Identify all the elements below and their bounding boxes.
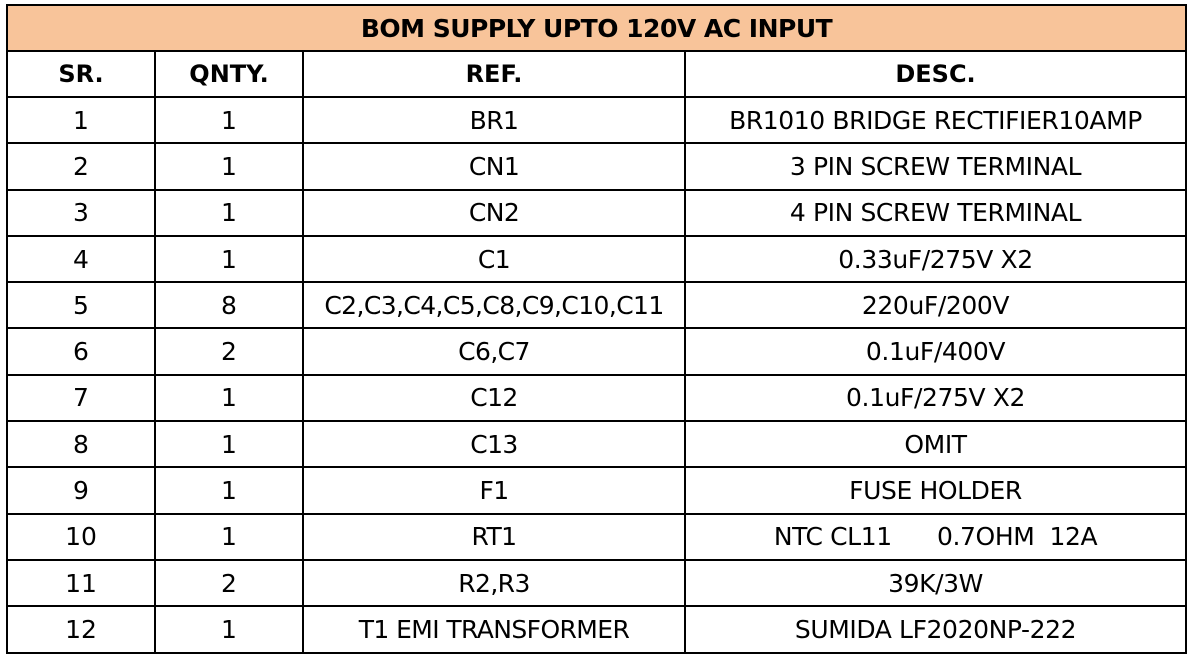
- table-title: BOM SUPPLY UPTO 120V AC INPUT: [7, 5, 1186, 51]
- cell-sr: 5: [7, 282, 155, 328]
- cell-desc: 0.1uF/400V: [685, 328, 1186, 374]
- cell-qty: 1: [155, 514, 303, 560]
- cell-ref: C1: [303, 236, 685, 282]
- cell-sr: 2: [7, 143, 155, 189]
- cell-desc: 220uF/200V: [685, 282, 1186, 328]
- cell-desc: 39K/3W: [685, 560, 1186, 606]
- cell-ref: C12: [303, 375, 685, 421]
- cell-desc: 3 PIN SCREW TERMINAL: [685, 143, 1186, 189]
- bom-body: [7, 97, 1186, 653]
- cell-desc: 4 PIN SCREW TERMINAL: [685, 190, 1186, 236]
- cell-qty: 1: [155, 606, 303, 652]
- cell-sr: 3: [7, 190, 155, 236]
- table-row: [7, 97, 1186, 143]
- table-row: [7, 236, 1186, 282]
- header-desc: DESC.: [685, 51, 1186, 97]
- cell-sr: 6: [7, 328, 155, 374]
- cell-sr: 9: [7, 467, 155, 513]
- title-row: [7, 5, 1186, 51]
- cell-desc: 0.1uF/275V X2: [685, 375, 1186, 421]
- header-row: [7, 51, 1186, 97]
- cell-qty: 1: [155, 236, 303, 282]
- cell-qty: 1: [155, 190, 303, 236]
- table-row: [7, 467, 1186, 513]
- table-row: [7, 514, 1186, 560]
- cell-sr: 1: [7, 97, 155, 143]
- cell-qty: 2: [155, 328, 303, 374]
- table-row: [7, 328, 1186, 374]
- cell-desc: 0.33uF/275V X2: [685, 236, 1186, 282]
- cell-qty: 8: [155, 282, 303, 328]
- cell-qty: 1: [155, 421, 303, 467]
- cell-ref: CN1: [303, 143, 685, 189]
- cell-desc: SUMIDA LF2020NP-222: [685, 606, 1186, 652]
- cell-qty: 1: [155, 143, 303, 189]
- header-qty: QNTY.: [155, 51, 303, 97]
- table-row: [7, 560, 1186, 606]
- table-row: [7, 190, 1186, 236]
- cell-qty: 1: [155, 467, 303, 513]
- table-row: [7, 421, 1186, 467]
- cell-ref: R2,R3: [303, 560, 685, 606]
- bom-table: [6, 4, 1187, 654]
- header-sr: SR.: [7, 51, 155, 97]
- cell-desc: OMIT: [685, 421, 1186, 467]
- cell-desc: FUSE HOLDER: [685, 467, 1186, 513]
- cell-ref: RT1: [303, 514, 685, 560]
- cell-sr: 8: [7, 421, 155, 467]
- cell-ref: BR1: [303, 97, 685, 143]
- cell-ref: C6,C7: [303, 328, 685, 374]
- table-row: [7, 282, 1186, 328]
- cell-qty: 1: [155, 375, 303, 421]
- cell-ref: C2,C3,C4,C5,C8,C9,C10,C11: [303, 282, 685, 328]
- cell-sr: 4: [7, 236, 155, 282]
- table-row: [7, 375, 1186, 421]
- cell-sr: 12: [7, 606, 155, 652]
- cell-qty: 1: [155, 97, 303, 143]
- cell-ref: CN2: [303, 190, 685, 236]
- cell-sr: 7: [7, 375, 155, 421]
- cell-ref: C13: [303, 421, 685, 467]
- table-row: [7, 143, 1186, 189]
- cell-qty: 2: [155, 560, 303, 606]
- cell-ref: F1: [303, 467, 685, 513]
- cell-sr: 11: [7, 560, 155, 606]
- header-ref: REF.: [303, 51, 685, 97]
- cell-ref: T1 EMI TRANSFORMER: [303, 606, 685, 652]
- cell-sr: 10: [7, 514, 155, 560]
- table-row: [7, 606, 1186, 652]
- cell-desc: NTC CL11 0.7OHM 12A: [685, 514, 1186, 560]
- cell-desc: BR1010 BRIDGE RECTIFIER10AMP: [685, 97, 1186, 143]
